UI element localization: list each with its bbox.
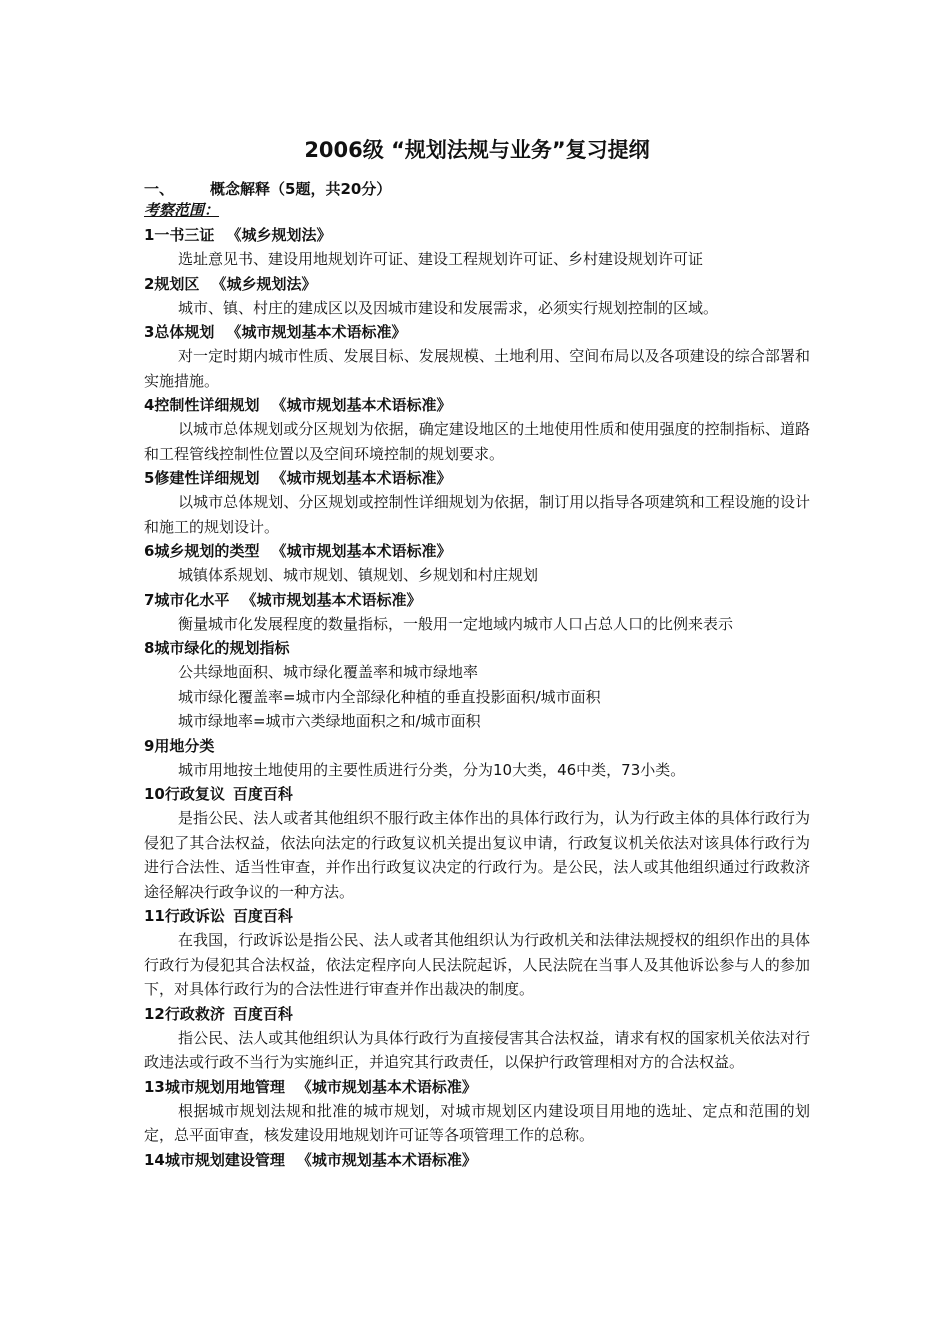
term-source: 《城市规划基本术语标准》 [271, 396, 452, 414]
term-definition: 城市、镇、村庄的建成区以及因城市建设和发展需求，必须实行规划控制的区域。 [178, 298, 719, 317]
term-heading [144, 223, 810, 247]
term-title: 13城市规划用地管理 [144, 1077, 285, 1096]
term-title: 6城乡规划的类型 [144, 542, 260, 560]
term-heading [144, 1075, 810, 1099]
term-title: 8城市绿化的规划指标 [144, 639, 290, 657]
term-heading [144, 1002, 810, 1026]
term-heading [144, 320, 810, 344]
term-item [144, 904, 810, 1002]
term-item [144, 1075, 810, 1148]
term-item [144, 272, 810, 321]
document-title: 2006级 “规划法规与业务”复习提纲 [304, 138, 650, 162]
term-item [144, 539, 810, 588]
term-heading [144, 272, 810, 296]
term-heading [144, 539, 810, 563]
term-item [144, 320, 810, 393]
term-title: 7城市化水平 [144, 590, 230, 609]
section-heading [144, 178, 810, 200]
term-item [144, 734, 810, 783]
term-source: 《城市规划基本术语标准》 [296, 1077, 477, 1096]
term-item [144, 223, 810, 272]
term-heading [144, 393, 810, 417]
term-heading [144, 904, 810, 928]
term-item [144, 1148, 810, 1172]
term-title: 14城市规划建设管理 [144, 1150, 285, 1169]
term-definition: 城市用地按土地使用的主要性质进行分类，分为10大类，46中类，73小类。 [178, 760, 686, 779]
term-item [144, 588, 810, 637]
term-definition: 衡量城市化发展程度的数量指标，一般用一定地域内城市人口占总人口的比例来表示 [178, 614, 734, 633]
term-title: 2规划区 [144, 274, 200, 293]
term-source: 《城市规划基本术语标准》 [296, 1150, 477, 1169]
term-definition: 选址意见书、建设用地规划许可证、建设工程规划许可证、乡村建设规划许可证 [178, 250, 704, 268]
term-item [144, 782, 810, 904]
term-definition: 是指公民、法人或者其他组织不服行政主体作出的具体行政行为，认为行政主体的具体行政行为侵犯了其合法权益，依法向法定的行政复议机关提出复议申请，行政复议机关依法对该具体行政行为进行合法性、适当性审查，并作出行政复议决定的行政行为。是公民，法人或其他组织通过行政救济途径解决行政争议的一种方法。 [144, 809, 810, 901]
term-source: 《城乡规划法》 [226, 226, 332, 244]
term-source: 《城市规划基本术语标准》 [226, 323, 407, 341]
term-heading [144, 782, 810, 806]
term-definition: 以城市总体规划或分区规划为依据，确定建设地区的土地使用性质和使用强度的控制指标、道路和工程管线控制性位置以及空间环境控制的规划要求。 [144, 420, 810, 463]
term-definition: 根据城市规划法规和批准的城市规划，对城市规划区内建设项目用地的选址、定点和范围的划定，总平面审查，核发建设用地规划许可证等各项管理工作的总称。 [144, 1101, 810, 1144]
term-title: 3总体规划 [144, 323, 215, 341]
term-title: 4控制性详细规划 [144, 396, 260, 414]
term-item [144, 466, 810, 539]
term-definition: 城镇体系规划、城市规划、镇规划、乡规划和村庄规划 [178, 566, 539, 584]
term-title: 10行政复议 [144, 785, 225, 803]
term-definition-line: 城市绿地率=城市六类绿地面积之和/城市面积 [178, 712, 481, 730]
term-definition-line: 城市绿化覆盖率=城市内全部绿化种植的垂直投影面积/城市面积 [178, 687, 601, 706]
term-source: 百度百科 [232, 907, 293, 925]
term-heading [144, 466, 810, 490]
scope-label: 考察范围： [144, 201, 220, 219]
term-item [144, 1002, 810, 1075]
term-heading [144, 1148, 810, 1172]
term-heading [144, 588, 810, 612]
term-title: 5修建性详细规划 [144, 469, 260, 487]
term-definition: 在我国，行政诉讼是指公民、法人或者其他组织认为行政机关和法律法规授权的组织作出的具体行政行为侵犯其合法权益，依法定程序向人民法院起诉，人民法院在当事人及其他诉讼参与人的参加下，对具体行政行为的合法性进行审查并作出裁决的制度。 [144, 931, 810, 998]
term-item [144, 636, 810, 734]
term-heading [144, 734, 810, 758]
term-list [144, 223, 810, 1172]
term-source: 《城市规划基本术语标准》 [241, 590, 422, 609]
term-source: 百度百科 [232, 1004, 293, 1023]
term-source: 《城市规划基本术语标准》 [271, 469, 452, 487]
term-definition-line: 公共绿地面积、城市绿化覆盖率和城市绿地率 [178, 663, 479, 681]
term-item [144, 393, 810, 466]
term-source: 《城乡规划法》 [211, 274, 317, 293]
term-source: 《城市规划基本术语标准》 [271, 542, 452, 560]
term-definition: 对一定时期内城市性质、发展目标、发展规模、土地利用、空间布局以及各项建设的综合部署和实施措施。 [144, 347, 810, 390]
term-source: 百度百科 [232, 785, 293, 803]
section-title: 概念解释（5题，共20分） [210, 180, 392, 198]
term-definition: 指公民、法人或其他组织认为具体行政行为直接侵害其合法权益，请求有权的国家机关依法对行政违法或行政不当行为实施纠正，并追究其行政责任，以保护行政管理相对方的合法权益。 [144, 1028, 810, 1071]
term-title: 9用地分类 [144, 736, 215, 755]
term-title: 12行政救济 [144, 1004, 225, 1023]
term-title: 11行政诉讼 [144, 907, 225, 925]
term-definition: 以城市总体规划、分区规划或控制性详细规划为依据，制订用以指导各项建筑和工程设施的设计和施工的规划设计。 [144, 493, 810, 536]
section-number: 一、 [144, 180, 175, 198]
term-heading [144, 636, 810, 660]
term-title: 1一书三证 [144, 226, 215, 244]
